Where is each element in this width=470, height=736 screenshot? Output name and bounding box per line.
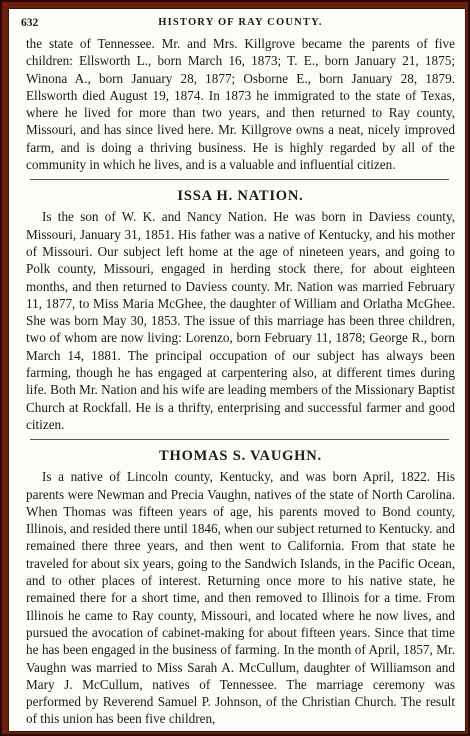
running-title: HISTORY OF RAY COUNTY. xyxy=(158,17,323,28)
section-divider xyxy=(30,439,449,440)
page-header xyxy=(21,13,455,35)
continued-paragraph: the state of Tennessee. Mr. and Mrs. Killgrove became the parents of five children: Ellsworth L., born March 16, 1873; T. E., born January 21, 1875; Winona A., born January 28, 1877; Osborne E., born January 28, 1879. Ellsworth died August 19, 1874. In 1873 he immigrated to the state of Texas, where he lived for more than two years, and then returned to Ray county, Missouri, and has since lived here. Mr. Killgrove owns a neat, nicely improved farm, and is doing a thriving business. He is highly regarded by all of the community in which he lives, and is a valuable and influential citizen. xyxy=(26,36,455,173)
section-divider xyxy=(30,179,449,180)
book-page xyxy=(8,8,466,732)
vaughn-biography: Is a native of Lincoln county, Kentucky, and was born April, 1822. His parents were Newman and Precia Vaughn, natives of the state of North Carolina. When Thomas was fifteen years of age, his parents moved to Bond county, Illinois, and resided there until 1846, when our subject returned to Kentucky. and remained there three years, and then went to California. From that state he traveled for about six years, going to the Sandwich Islands, in the Pacific Ocean, and to other places of interest. Returning once more to his native state, he remained there for a short time, and then removed to Illinois for a time. From Illinois he came to Ray county, Missouri, and located where he now lives, and pursued the avocation of cabinet-making for about fifteen years. Since that time he has been engaged in the business of farming. In the month of April, 1857, Mr. Vaughn was married to Miss Sarah A. McCullum, daughter of Williamson and Mary J. McCullum, natives of Tennessee. The marriage ceremony was performed by Reverend Samuel P. Johnson, of the Christian Church. The result of this union has been five children, xyxy=(26,469,455,727)
page-number: 632 xyxy=(21,17,39,29)
nation-biography: Is the son of W. K. and Nancy Nation. He was born in Daviess county, Missouri, January 31, 1851. His father was a native of Kentucky, and his mother of Missouri. Our subject left home at the age of nineteen years, and going to Polk county, Missouri, engaged in herding stock there, for about eighteen months, and then returned to Daviess county. Mr. Nation was married February 11, 1877, to Miss Maria McGhee, the daughter of William and Orlatha McGhee. She was born May 30, 1853. The issue of this marriage has been three children, two of whom are now living: Lorenzo, born February 11, 1878; George R., born March 14, 1881. The principal occupation of our subject has always been farming, though he has engaged at carpentering also, at different times during life. Both Mr. Nation and his wife are leading members of the Missionary Baptist Church at Rockfall. He is a thrifty, enterprising and successful farmer and good citizen. xyxy=(26,209,455,432)
section-heading-vaughn: THOMAS S. VAUGHN. xyxy=(159,448,322,465)
section-heading-nation: ISSA H. NATION. xyxy=(177,188,304,205)
